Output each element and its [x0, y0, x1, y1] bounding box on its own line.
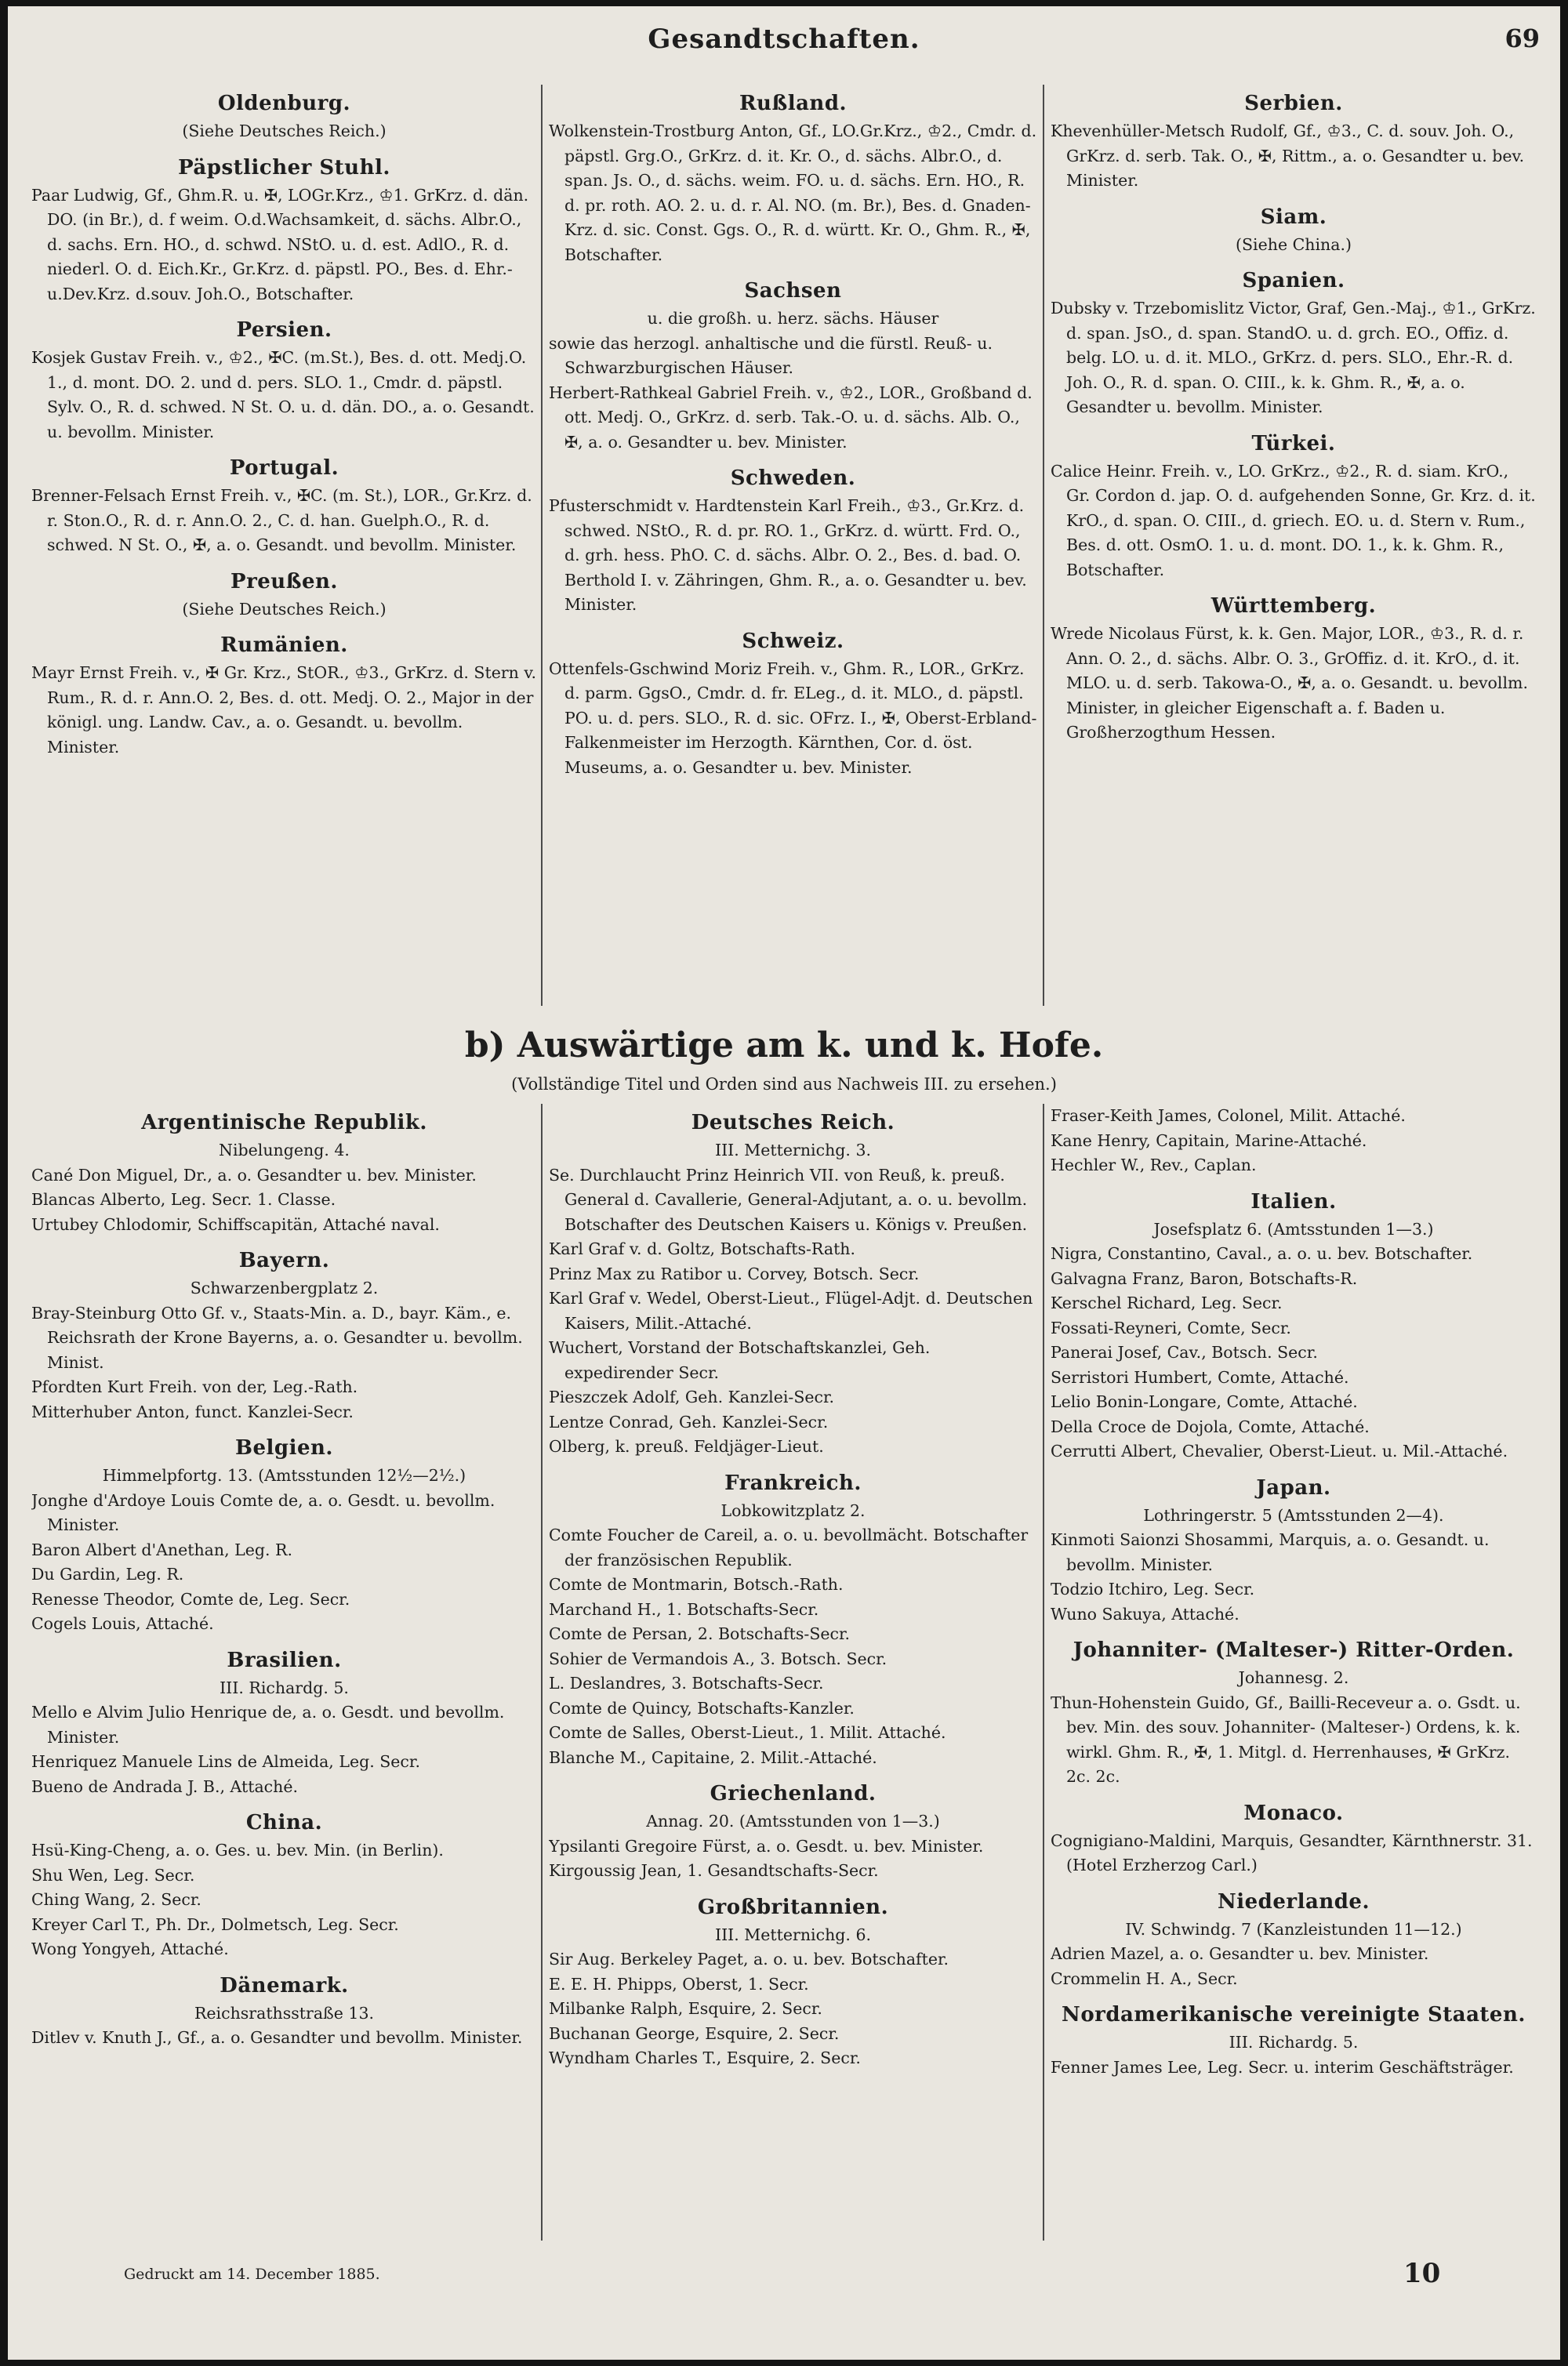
section-subtitle: Lobkowitzplatz 2.	[720, 1501, 866, 1520]
page-title: Gesandtschaften.	[648, 24, 920, 55]
envoy-entry: Wuchert, Vorstand der Botschaftskanzlei, Geh. expedirender Secr.	[549, 1338, 931, 1382]
legation-section	[1051, 430, 1537, 583]
envoy-entry: Milbanke Ralph, Esquire, 2. Secr.	[549, 1999, 822, 2018]
legation-section	[31, 631, 537, 760]
section-subtitle: (Siehe Deutsches Reich.)	[182, 122, 387, 140]
legation-section	[31, 316, 537, 445]
part-a-column-1	[31, 85, 537, 1010]
section-heading: Württemberg.	[1210, 594, 1377, 618]
legation-section	[1051, 1188, 1537, 1464]
section-heading: Dänemark.	[220, 1973, 349, 1998]
part-b-column-1	[31, 1104, 537, 2248]
section-subtitle: (Siehe China.)	[1236, 234, 1352, 254]
envoy-entry: Cognigiano-Maldini, Marquis, Gesandter, Kärnthnerstr. 31. (Hotel Erzherzog Carl.)	[1051, 1831, 1533, 1874]
envoy-entry: Kreyer Carl T., Ph. Dr., Dolmetsch, Leg. Secr.	[31, 1914, 399, 1934]
envoy-entry: Shu Wen, Leg. Secr.	[31, 1865, 195, 1885]
section-heading: Japan.	[1256, 1475, 1331, 1500]
envoy-entry: Kane Henry, Capitain, Marine-Attaché.	[1051, 1130, 1367, 1150]
legation-section	[549, 277, 1037, 455]
part-a-column-2	[549, 85, 1037, 1010]
section-heading: Spanien.	[1242, 269, 1345, 292]
section-heading: Belgien.	[235, 1436, 333, 1460]
envoy-entry: Lentze Conrad, Geh. Kanzlei-Secr.	[549, 1412, 829, 1432]
envoy-entry: Sir Aug. Berkeley Paget, a. o. u. bev. Botschafter.	[549, 1950, 949, 1969]
legation-section	[31, 1646, 537, 1800]
legation-section	[1051, 1104, 1537, 1178]
envoy-entry: Ching Wang, 2. Secr.	[31, 1890, 201, 1909]
section-heading: Schweiz.	[742, 629, 844, 653]
column-divider	[1043, 85, 1044, 1006]
envoy-entry: Adrien Mazel, a. o. Gesandter u. bev. Minister.	[1051, 1944, 1429, 1963]
legation-section	[1051, 1799, 1537, 1878]
envoy-entry: Comte de Quincy, Botschafts-Kanzler.	[549, 1698, 855, 1718]
envoy-entry: Comte de Persan, 2. Botschafts-Secr.	[549, 1624, 851, 1643]
envoy-entry: Fossati-Reyneri, Comte, Secr.	[1051, 1318, 1291, 1337]
section-heading: Bayern.	[238, 1249, 330, 1272]
section-heading: Monaco.	[1243, 1801, 1344, 1825]
envoy-entry: sowie das herzogl. anhaltische und die fürstl. Reuß- u. Schwarzburgischen Häuser.	[549, 333, 993, 377]
envoy-entry: Hsü-King-Cheng, a. o. Ges. u. bev. Min. (in Berlin).	[31, 1841, 444, 1860]
section-subtitle: Himmelpfortg. 13. (Amtsstunden 12½—2½.)	[102, 1466, 466, 1485]
envoy-entry: Wrede Nicolaus Fürst, k. k. Gen. Major, LOR., ♔3., R. d. r. Ann. O. 2., d. sächs. Albr. O. 3., GrOffiz. d. it. KrO., d. it. MLO. u. d. serb. Takowa-O., ✠, a. o. Gesandt. u. bevollm. Minister, in gleicher Eigenschaft a. f. Baden u. Großherzogthum Hessen.	[1051, 624, 1528, 742]
legation-section	[1051, 203, 1537, 258]
envoy-entry: Ditlev v. Knuth J., Gf., a. o. Gesandter und bevollm. Minister.	[31, 2028, 523, 2047]
envoy-entry: Nigra, Constantino, Caval., a. o. u. bev. Botschafter.	[1051, 1244, 1473, 1263]
envoy-entry: Fraser-Keith James, Colonel, Milit. Attaché.	[1051, 1106, 1406, 1125]
section-heading: Türkei.	[1251, 431, 1336, 455]
section-subtitle: u. die großh. u. herz. sächs. Häuser	[647, 309, 939, 328]
envoy-entry: Bueno de Andrada J. B., Attaché.	[31, 1776, 298, 1796]
section-subtitle: Annag. 20. (Amtsstunden von 1—3.)	[646, 1812, 940, 1831]
section-subtitle: III. Metternichg. 6.	[714, 1925, 871, 1944]
envoy-entry: Wuno Sakuya, Attaché.	[1051, 1604, 1240, 1624]
envoy-entry: Urtubey Chlodomir, Schiffscapitän, Attaché naval.	[31, 1214, 440, 1234]
section-heading: Niederlande.	[1217, 1889, 1370, 1914]
envoy-entry: Kerschel Richard, Leg. Secr.	[1051, 1294, 1283, 1312]
section-heading: Griechenland.	[710, 1782, 877, 1805]
envoy-entry: Herbert-Rathkeal Gabriel Freih. v., ♔2., LOR., Großband d. ott. Medj. O., GrKrz. d. serb. Tak.-O. u. d. sächs. Alb. O., ✠, a. o. Gesandter u. bev. Minister.	[549, 383, 1033, 452]
section-heading: Rußland.	[739, 92, 848, 115]
envoy-entry: Comte Foucher de Careil, a. o. u. bevollmächt. Botschafter der französischen Republik.	[549, 1526, 1029, 1569]
legation-section	[1051, 1888, 1537, 1992]
section-heading: Sachsen	[744, 279, 842, 303]
envoy-entry: Comte de Salles, Oberst-Lieut., 1. Milit. Attaché.	[549, 1723, 946, 1742]
legation-section	[1051, 89, 1537, 194]
section-heading: Serbien.	[1244, 92, 1343, 115]
envoy-entry: Wolkenstein-Trostburg Anton, Gf., LO.Gr.Krz., ♔2., Cmdr. d. päpstl. Grg.O., GrKrz. d. it. Kr. O., d. sächs. Albr.O., d. span. Js. O., d. sächs. weim. FO. u. d. sächs. Ern. HO., R. d. pr. roth. AO. 2. u. d. r. Al. NO. (m. Br.), Bes. d. Gnaden-Krz. d. sic. Const. Ggs. O., R. d. württ. Kr. O., Ghm. R., ✠, Botschafter.	[549, 122, 1037, 264]
part-b-note: (Vollständige Titel und Orden sind aus Nachweis III. zu ersehen.)	[511, 1075, 1057, 1094]
envoy-entry: Blancas Alberto, Leg. Secr. 1. Classe.	[31, 1190, 336, 1209]
envoy-entry: Comte de Montmarin, Botsch.-Rath.	[549, 1575, 844, 1594]
envoy-entry: Fenner James Lee, Leg. Secr. u. interim Geschäftsträger.	[1051, 2057, 1514, 2077]
section-subtitle: Lothringerstr. 5 (Amtsstunden 2—4).	[1143, 1505, 1444, 1525]
envoy-entry: Mitterhuber Anton, funct. Kanzlei-Secr.	[31, 1402, 354, 1421]
legation-section	[31, 568, 537, 622]
legation-section	[549, 464, 1037, 618]
legation-section	[31, 154, 537, 307]
envoy-entry: E. E. H. Phipps, Oberst, 1. Secr.	[549, 1974, 809, 1994]
part-b-title: b) Auswärtige am k. und k. Hofe.	[464, 1025, 1104, 1065]
legation-section	[1051, 592, 1537, 746]
envoy-entry: Della Croce de Dojola, Comte, Attaché.	[1051, 1417, 1370, 1436]
page-number: 69	[1504, 24, 1540, 53]
envoy-entry: Henriquez Manuele Lins de Almeida, Leg. Secr.	[31, 1752, 420, 1771]
print-date: Gedruckt am 14. December 1885.	[124, 2266, 380, 2283]
part-b-column-2	[549, 1104, 1037, 2248]
section-subtitle: (Siehe Deutsches Reich.)	[182, 599, 387, 619]
envoy-entry: Serristori Humbert, Comte, Attaché.	[1051, 1367, 1349, 1387]
envoy-entry: Sohier de Vermandois A., 3. Botsch. Secr.	[549, 1649, 887, 1668]
envoy-entry: Mello e Alvim Julio Henrique de, a. o. Gesdt. und bevollm. Minister.	[31, 1703, 505, 1747]
envoy-entry: Pieszczek Adolf, Geh. Kanzlei-Secr.	[549, 1388, 835, 1406]
section-heading: Oldenburg.	[217, 92, 351, 115]
legation-section	[549, 1469, 1037, 1771]
legation-section	[31, 1972, 537, 2051]
envoy-entry: Mayr Ernst Freih. v., ✠ Gr. Krz., StOR., ♔3., GrKrz. d. Stern v. Rum., R. d. r. Ann.O. 2, Bes. d. ott. Medj. O. 2., Major in der königl. ung. Landw. Cav., a. o. Gesandt. u. bevollm. Minister.	[31, 663, 537, 757]
legation-section	[1051, 267, 1537, 420]
legation-section	[31, 1434, 537, 1637]
envoy-entry: Marchand H., 1. Botschafts-Secr.	[549, 1599, 819, 1619]
section-subtitle: Josefsplatz 6. (Amtsstunden 1—3.)	[1153, 1219, 1434, 1239]
section-heading: Italien.	[1250, 1189, 1337, 1214]
column-divider	[541, 85, 543, 1006]
envoy-entry: Todzio Itchiro, Leg. Secr.	[1051, 1580, 1255, 1599]
legation-section	[549, 1109, 1037, 1460]
envoy-entry: Karl Graf v. d. Goltz, Botschafts-Rath.	[549, 1239, 856, 1258]
envoy-entry: Paar Ludwig, Gf., Ghm.R. u. ✠, LOGr.Krz., ♔1. GrKrz. d. dän. DO. (in Br.), d. f weim. O.d.Wachsamkeit, d. sächs. Albr.O., d. sachs. Ern. HO., d. schwd. NStO. u. d. est. AdlO., R. d. niederl. O. d. Eich.Kr., Gr.Krz. d. päpstl. PO., Bes. d. Ehr.-u.Dev.Krz. d.souv. Joh.O., Botschafter.	[31, 185, 529, 303]
envoy-entry: Cané Don Miguel, Dr., a. o. Gesandter u. bev. Minister.	[31, 1165, 477, 1185]
section-subtitle: Nibelungeng. 4.	[219, 1141, 350, 1159]
envoy-entry: Pfusterschmidt v. Hardtenstein Karl Freih., ♔3., Gr.Krz. d. schwed. NStO., R. d. pr. RO. 1., GrKrz. d. württ. Frd. O., d. grh. hess. PhO. C. d. sächs. Albr. O. 2., Bes. d. bad. O. Berthold I. v. Zähringen, Ghm. R., a. o. Gesandter u. bev. Minister.	[549, 496, 1027, 614]
envoy-entry: Blanche M., Capitaine, 2. Milit.-Attaché.	[549, 1747, 877, 1767]
envoy-entry: Cerrutti Albert, Chevalier, Oberst-Lieut. u. Mil.-Attaché.	[1051, 1442, 1508, 1461]
section-heading: Rumänien.	[220, 633, 348, 657]
envoy-entry: Karl Graf v. Wedel, Oberst-Lieut., Flügel-Adjt. d. Deutschen Kaisers, Milit.-Attaché.	[549, 1289, 1033, 1333]
envoy-entry: Hechler W., Rev., Caplan.	[1051, 1156, 1257, 1174]
section-subtitle: III. Richardg. 5.	[1229, 2033, 1359, 2052]
section-heading: Siam.	[1260, 205, 1327, 229]
section-heading: Preußen.	[230, 569, 338, 593]
legation-section	[549, 1893, 1037, 2071]
envoy-entry: Du Gardin, Leg. R.	[31, 1565, 184, 1584]
section-subtitle: III. Metternichg. 3.	[714, 1141, 871, 1159]
legation-section	[31, 1247, 537, 1424]
envoy-entry: Wong Yongyeh, Attaché.	[31, 1940, 229, 1958]
envoy-entry: Ottenfels-Gschwind Moriz Freih. v., Ghm. R., LOR., GrKrz. d. parm. GgsO., Cmdr. d. fr. ELeg., d. it. MLO., d. päpstl. PO. u. d. pers. SLO., R. d. sic. OFrz. I., ✠, Oberst-Erbland-Falkenmeister im Herzogth. Kärnthen, Cor. d. öst. Museums, a. o. Gesandter u. bev. Minister.	[549, 659, 1037, 777]
envoy-entry: Brenner-Felsach Ernst Freih. v., ✠C. (m. St.), LOR., Gr.Krz. d. r. Ston.O., R. d. r. Ann.O. 2., C. d. han. Guelph.O., R. d. schwed. N St. O., ✠, a. o. Gesandt. und bevollm. Minister.	[31, 486, 532, 554]
envoy-entry: Kirgoussig Jean, 1. Gesandtschafts-Secr.	[549, 1861, 879, 1880]
envoy-entry: Calice Heinr. Freih. v., LO. GrKrz., ♔2., R. d. siam. KrO., Gr. Cordon d. jap. O. d. aufgehenden Sonne, Gr. Krz. d. it. KrO., d. span. O. CIII., d. griech. EO. u. d. Stern v. Rum., Bes. d. ott. OsmO. 1. u. d. mont. DO. 1., k. k. Ghm. R., Botschafter.	[1051, 461, 1536, 579]
envoy-entry: Kinmoti Saionzi Shosammi, Marquis, a. o. Gesandt. u. bevollm. Minister.	[1051, 1530, 1490, 1574]
envoy-entry: Thun-Hohenstein Guido, Gf., Bailli-Receveur a. o. Gsdt. u. bev. Min. des souv. Johanniter- (Malteser-) Ordens, k. k. wirkl. Ghm. R., ✠, 1. Mitgl. d. Herrenhauses, ✠ GrKrz. 2c. 2c.	[1051, 1693, 1521, 1786]
legation-section	[1051, 1474, 1537, 1628]
legation-section	[549, 89, 1037, 267]
section-heading: Schweden.	[730, 466, 856, 490]
envoy-entry: Kosjek Gustav Freih. v., ♔2., ✠C. (m.St.), Bes. d. ott. Medj.O. 1., d. mont. DO. 2. und d. pers. SLO. 1., Cmdr. d. päpstl. Sylv. O., R. d. schwed. N St. O. u. d. dän. DO., a. o. Gesandt. u. bevollm. Minister.	[31, 348, 535, 441]
section-subtitle: Reichsrathsstraße 13.	[194, 2003, 375, 2023]
section-heading: Deutsches Reich.	[691, 1111, 895, 1134]
page-header	[8, 24, 1560, 63]
envoy-entry: Cogels Louis, Attaché.	[31, 1614, 214, 1633]
envoy-entry: Baron Albert d'Anethan, Leg. R.	[31, 1540, 292, 1559]
legation-section	[31, 1109, 537, 1237]
envoy-entry: Renesse Theodor, Comte de, Leg. Secr.	[31, 1589, 350, 1609]
envoy-entry: Crommelin H. A., Secr.	[1051, 1969, 1238, 1988]
envoy-entry: Pfordten Kurt Freih. von der, Leg.-Rath.	[31, 1377, 358, 1396]
section-heading: Portugal.	[229, 456, 339, 480]
legation-section	[1051, 2001, 1537, 2080]
section-heading: Argentinische Republik.	[141, 1111, 427, 1134]
part-a-column-3	[1051, 85, 1537, 1010]
envoy-entry: Khevenhüller-Metsch Rudolf, Gf., ♔3., C. d. souv. Joh. O., GrKrz. d. serb. Tak. O., ✠, Rittm., a. o. Gesandter u. bev. Minister.	[1051, 122, 1525, 190]
legation-section	[1051, 1636, 1537, 1790]
section-subtitle: III. Richardg. 5.	[220, 1678, 349, 1697]
section-heading: Großbritannien.	[697, 1895, 889, 1919]
envoy-entry: Wyndham Charles T., Esquire, 2. Secr.	[549, 2048, 861, 2067]
envoy-entry: Olberg, k. preuß. Feldjäger-Lieut.	[549, 1437, 824, 1456]
signature-mark: 10	[1403, 2258, 1441, 2289]
envoy-entry: Galvagna Franz, Baron, Botschafts-R.	[1051, 1268, 1358, 1288]
envoy-entry: Buchanan George, Esquire, 2. Secr.	[549, 2023, 840, 2043]
envoy-entry: Se. Durchlaucht Prinz Heinrich VII. von Reuß, k. preuß. General d. Cavallerie, General-Adjutant, a. o. u. bevollm. Botschafter des Deutschen Kaisers u. Königs v. Preußen.	[549, 1165, 1028, 1234]
envoy-entry: Dubsky v. Trzebomislitz Victor, Graf, Gen.-Maj., ♔1., GrKrz. d. span. JsO., d. span. StandO. u. d. grch. EO., Offiz. d. belg. LO. u. d. it. MLO., GrKrz. d. pers. SLO., Ehr.-R. d. Joh. O., R. d. span. O. CIII., k. k. Ghm. R., ✠, a. o. Gesandter u. bevollm. Minister.	[1051, 299, 1536, 416]
section-heading: Päpstlicher Stuhl.	[178, 155, 390, 180]
section-heading: Frankreich.	[724, 1471, 862, 1495]
section-subtitle: IV. Schwindg. 7 (Kanzleistunden 11—12.)	[1125, 1919, 1462, 1939]
section-subtitle: Schwarzenbergplatz 2.	[190, 1279, 379, 1297]
column-divider	[1043, 1104, 1044, 2241]
legation-section	[549, 1780, 1037, 1884]
section-heading: Johanniter- (Malteser-) Ritter-Orden.	[1073, 1638, 1515, 1662]
part-b-column-3	[1051, 1104, 1537, 2248]
legation-section	[549, 627, 1037, 781]
page-sheet	[8, 6, 1560, 2360]
legation-section	[31, 89, 537, 144]
envoy-entry: Bray-Steinburg Otto Gf. v., Staats-Min. a. D., bayr. Käm., e. Reichsrath der Krone Bayerns, a. o. Gesandter u. bevollm. Minist.	[31, 1303, 523, 1372]
envoy-entry: Lelio Bonin-Longare, Comte, Attaché.	[1051, 1392, 1358, 1411]
legation-section	[31, 1809, 537, 1962]
column-divider	[541, 1104, 543, 2241]
envoy-entry: Prinz Max zu Ratibor u. Corvey, Botsch. Secr.	[549, 1264, 920, 1283]
envoy-entry: Jonghe d'Ardoye Louis Comte de, a. o. Gesdt. u. bevollm. Minister.	[31, 1490, 495, 1534]
section-subtitle: Johannesg. 2.	[1238, 1668, 1349, 1687]
envoy-entry: Ypsilanti Gregoire Fürst, a. o. Gesdt. u. bev. Minister.	[549, 1836, 984, 1856]
section-heading: Nordamerikanische vereinigte Staaten.	[1062, 2003, 1526, 2027]
section-heading: Persien.	[236, 318, 332, 342]
envoy-entry: Panerai Josef, Cav., Botsch. Secr.	[1051, 1343, 1318, 1362]
section-heading: China.	[245, 1811, 323, 1834]
section-heading: Brasilien.	[227, 1648, 342, 1672]
envoy-entry: L. Deslandres, 3. Botschafts-Secr.	[549, 1674, 824, 1693]
legation-section	[31, 454, 537, 558]
